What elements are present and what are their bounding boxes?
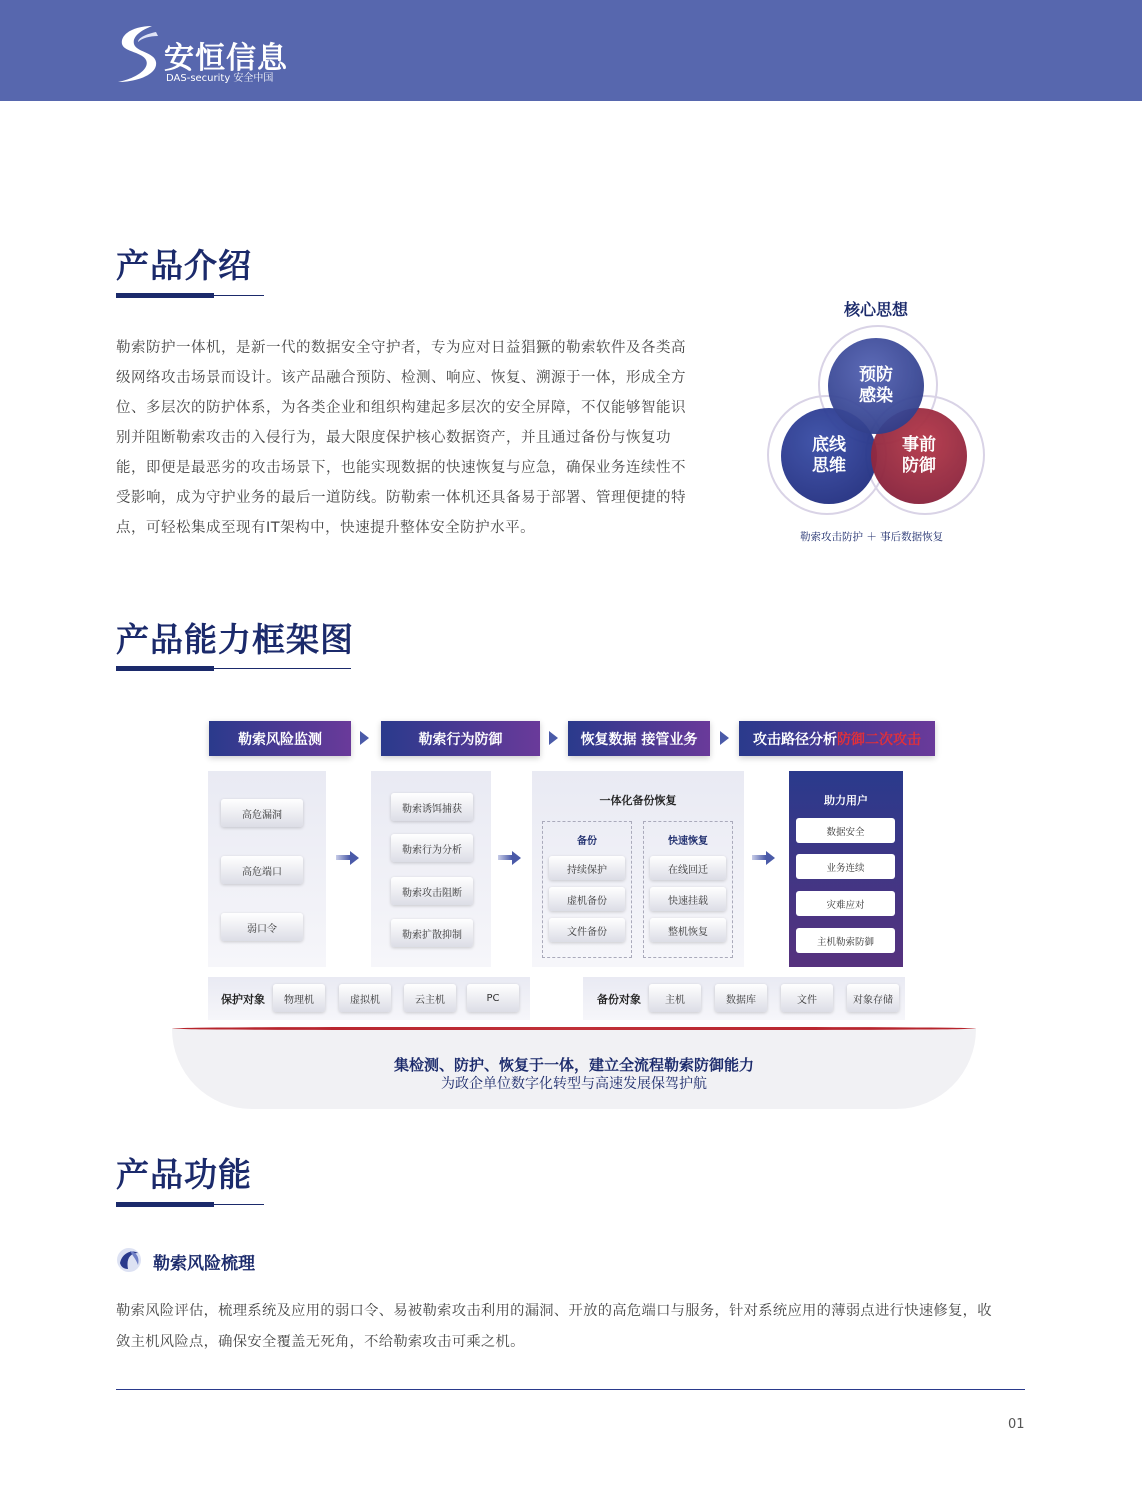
circle-pre-defense: 事前 防御 (871, 408, 967, 504)
intro-line: 能，即便是最恶劣的攻击场景下，也能实现数据的快速恢复与应急，确保业务连续性不 (116, 460, 686, 476)
step-risk-monitor: 勒索风险监测 (209, 721, 351, 756)
backup-objects-label: 备份对象 (597, 993, 641, 1006)
intro-line: 级网络攻击场景而设计。该产品融合预防、检测、响应、恢复、溯源于一体，形成全方 (116, 370, 686, 386)
help-users-title: 助力用户 (824, 794, 868, 807)
summary-line2: 为政企单位数字化转型与高速发展保驾护航 (441, 1076, 707, 1092)
item-spread-suppress: 勒索扩散抑制 (391, 919, 473, 947)
step-attack-path: 攻击路径分析 防御二次攻击 (739, 721, 935, 756)
circle-baseline-thinking: 底线 思维 (781, 408, 877, 504)
logo-text: 安恒信息 (164, 41, 288, 76)
section-title-functions: 产品功能 (116, 1155, 252, 1194)
item-high-risk-port: 高危端口 (221, 856, 303, 884)
item-disaster-response: 灾难应对 (796, 891, 895, 916)
intro-line: 点，可轻松集成至现有IT架构中，快速提升整体安全防护水平。 (116, 520, 536, 536)
item-fast-mount: 快速挂载 (650, 887, 726, 911)
section-title-intro: 产品介绍 (116, 246, 252, 285)
item-full-restore: 整机恢复 (650, 918, 726, 942)
sphere-bullet-icon (116, 1247, 142, 1273)
core-caption: 勒索攻击防护 ＋ 事后数据恢复 (800, 531, 944, 543)
item-vm: 虚拟机 (339, 984, 391, 1012)
arrow-right-icon (360, 731, 369, 745)
page-header (0, 0, 1142, 101)
item-file-backup: 文件备份 (549, 918, 625, 942)
item-pc: PC (467, 984, 519, 1012)
summary-line1: 集检测、防护、恢复于一体，建立全流程勒索防御能力 (393, 1056, 754, 1074)
arrow-shaft (498, 855, 512, 860)
core-title: 核心思想 (844, 300, 909, 319)
function-item-title: 勒索风险梳理 (153, 1254, 255, 1274)
intro-line: 受影响，成为守护业务的最后一道防线。防勒索一体机还具备易于部署、管理便捷的特 (116, 490, 686, 506)
footer-divider (116, 1389, 1025, 1390)
item-business-continuity: 业务连续 (796, 854, 895, 879)
item-bait-capture: 勒索诱饵捕获 (391, 793, 473, 821)
arrow-right-icon (350, 851, 359, 865)
circle-prevent-infection: 预防 感染 (828, 338, 924, 434)
summary-divider (172, 1027, 976, 1030)
intro-line: 别并阻断勒索攻击的入侵行为，最大限度保护核心数据资产，并且通过备份与恢复功 (116, 430, 671, 446)
item-continuous-protect: 持续保护 (549, 856, 625, 880)
page-number: 01 (1008, 1417, 1025, 1432)
item-data-security: 数据安全 (796, 818, 895, 843)
item-weak-password: 弱口令 (221, 913, 303, 941)
item-vm-backup: 虚机备份 (549, 887, 625, 911)
step-recover-data: 恢复数据 接管业务 (568, 721, 710, 756)
item-behavior-analysis: 勒索行为分析 (391, 834, 473, 862)
function-desc-line: 敛主机风险点，确保安全覆盖无死角，不给勒索攻击可乘之机。 (116, 1334, 525, 1350)
item-object-storage: 对象存储 (847, 984, 899, 1012)
item-high-risk-vuln: 高危漏洞 (221, 799, 303, 827)
arrow-right-icon (549, 731, 558, 745)
section-title-framework: 产品能力框架图 (116, 620, 354, 659)
intro-line: 位、多层次的防护体系，为各类企业和组织构建起多层次的安全屏障，不仅能够智能识 (116, 400, 686, 416)
arrow-shaft (336, 855, 350, 860)
backup-restore-title: 一体化备份恢复 (599, 794, 677, 807)
item-physical: 物理机 (273, 984, 325, 1012)
arrow-shaft (752, 855, 766, 860)
logo-subtext: DAS-security 安全中国 (166, 73, 274, 84)
function-desc-line: 勒索风险评估，梳理系统及应用的弱口令、易被勒索攻击利用的漏洞、开放的高危端口与服务，针对系统应用的薄弱点进行快速修复，收 (116, 1303, 992, 1319)
intro-line: 勒索防护一体机，是新一代的数据安全守护者，专为应对日益猖獗的勒索软件及各类高 (116, 340, 686, 356)
item-host-ransom-defense: 主机勒索防御 (796, 928, 895, 953)
step-highlight: 防御二次攻击 (837, 731, 921, 748)
item-file: 文件 (781, 984, 833, 1012)
item-cloud-host: 云主机 (404, 984, 456, 1012)
backup-title: 备份 (577, 836, 597, 847)
restore-title: 快速恢复 (668, 836, 708, 847)
item-online-migrate: 在线回迁 (650, 856, 726, 880)
protect-objects-label: 保护对象 (221, 993, 265, 1006)
item-attack-block: 勒索攻击阻断 (391, 877, 473, 905)
step-behavior-defense: 勒索行为防御 (381, 721, 540, 756)
logo-swirl-icon (112, 22, 164, 86)
arrow-right-icon (512, 851, 521, 865)
arrow-right-icon (720, 731, 729, 745)
item-database: 数据库 (715, 984, 767, 1012)
arrow-right-icon (766, 851, 775, 865)
item-host: 主机 (649, 984, 701, 1012)
